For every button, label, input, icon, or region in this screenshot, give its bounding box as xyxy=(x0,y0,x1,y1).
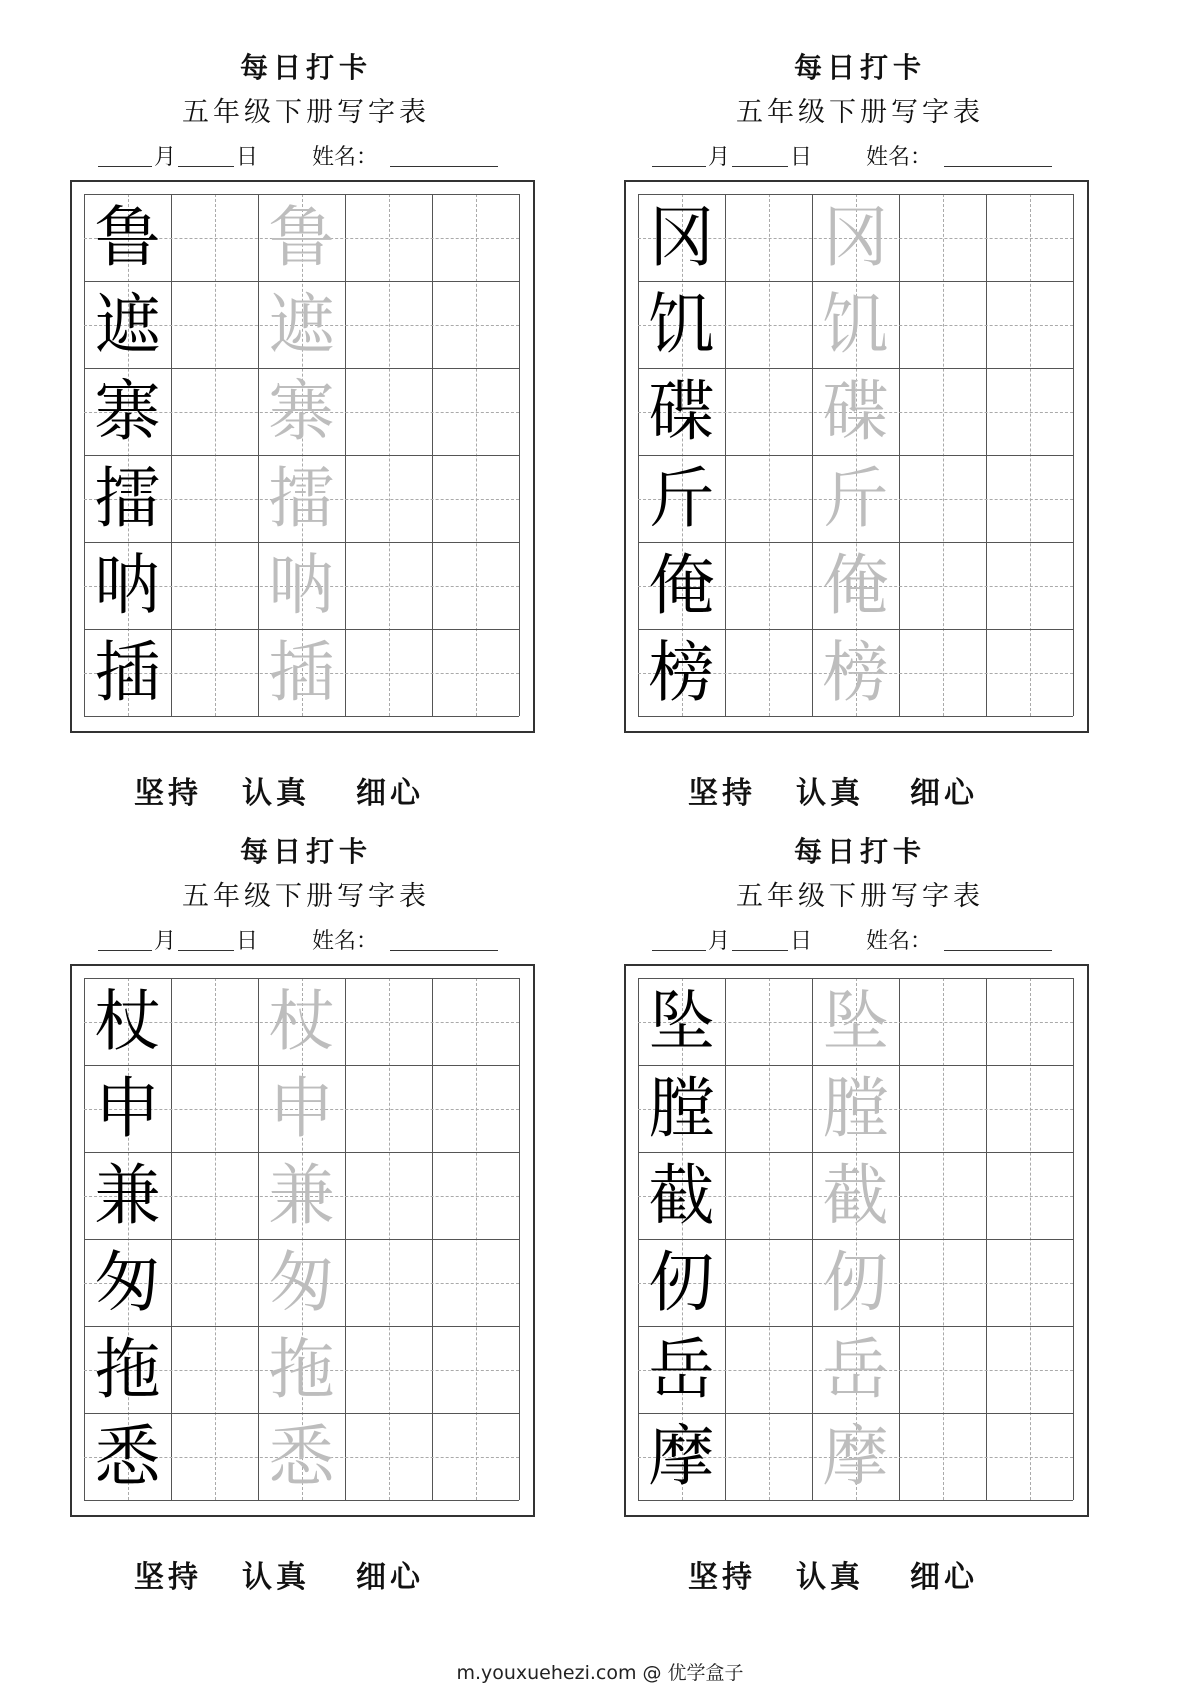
date-name-line xyxy=(652,924,1092,954)
motto-word: 坚持 xyxy=(688,1560,756,1595)
model-character: 斤 xyxy=(648,460,715,537)
model-character: 杖 xyxy=(94,983,161,1060)
day-label: 日 xyxy=(236,145,259,170)
writing-grid xyxy=(84,194,519,716)
tracing-character: 榜 xyxy=(822,634,889,711)
motto-line xyxy=(620,768,1100,811)
model-character: 仞 xyxy=(648,1244,715,1321)
day-blank[interactable] xyxy=(732,926,788,951)
model-character: 寨 xyxy=(94,373,161,450)
practice-card xyxy=(66,46,546,826)
date-name-line xyxy=(98,924,538,954)
writing-grid xyxy=(638,978,1073,1500)
grid-line xyxy=(519,978,520,1500)
tracing-character: 岳 xyxy=(822,1331,889,1408)
model-character: 膛 xyxy=(648,1070,715,1147)
practice-card xyxy=(620,830,1100,1610)
tracing-character: 饥 xyxy=(822,286,889,363)
model-character: 擂 xyxy=(94,460,161,537)
grid-line xyxy=(84,1500,519,1501)
model-character: 摩 xyxy=(648,1418,715,1495)
card-subtitle: 五年级下册写字表 xyxy=(182,97,430,128)
grid-line xyxy=(519,194,520,716)
motto-word: 细心 xyxy=(910,1560,978,1595)
site-footer: m.youxuehezi.com @ 优学盒子 xyxy=(456,1662,744,1684)
tracing-character: 斤 xyxy=(822,460,889,537)
model-character: 插 xyxy=(94,634,161,711)
model-character: 截 xyxy=(648,1157,715,1234)
grid-line xyxy=(1073,978,1074,1500)
motto-word: 细心 xyxy=(910,776,978,811)
tracing-character: 遮 xyxy=(268,286,335,363)
day-label: 日 xyxy=(236,929,259,954)
month-blank[interactable] xyxy=(652,142,706,167)
tracing-character: 呐 xyxy=(268,547,335,624)
model-character: 冈 xyxy=(648,199,715,276)
model-character: 坠 xyxy=(648,983,715,1060)
motto-word: 细心 xyxy=(356,776,424,811)
month-label: 月 xyxy=(154,145,177,170)
motto-word: 坚持 xyxy=(134,776,202,811)
month-blank[interactable] xyxy=(98,926,152,951)
tracing-character: 插 xyxy=(268,634,335,711)
writing-grid xyxy=(638,194,1073,716)
name-blank[interactable] xyxy=(944,142,1052,167)
model-character: 鲁 xyxy=(94,199,161,276)
name-blank[interactable] xyxy=(390,142,498,167)
tracing-character: 兼 xyxy=(268,1157,335,1234)
tracing-character: 坠 xyxy=(822,983,889,1060)
card-subtitle: 五年级下册写字表 xyxy=(182,881,430,912)
practice-card xyxy=(620,46,1100,826)
model-character: 匆 xyxy=(94,1244,161,1321)
motto-word: 坚持 xyxy=(688,776,756,811)
motto-word: 认真 xyxy=(242,1560,310,1595)
name-label: 姓名： xyxy=(866,145,933,170)
motto-line xyxy=(620,1552,1100,1595)
practice-card xyxy=(66,830,546,1610)
card-subtitle: 五年级下册写字表 xyxy=(736,881,984,912)
writing-grid xyxy=(84,978,519,1500)
tracing-character: 摩 xyxy=(822,1418,889,1495)
writing-grid-frame xyxy=(624,180,1089,733)
tracing-character: 截 xyxy=(822,1157,889,1234)
model-character: 拖 xyxy=(94,1331,161,1408)
month-label: 月 xyxy=(708,145,731,170)
model-character: 兼 xyxy=(94,1157,161,1234)
name-label: 姓名： xyxy=(866,929,933,954)
date-name-line xyxy=(98,140,538,170)
tracing-character: 鲁 xyxy=(268,199,335,276)
model-character: 岳 xyxy=(648,1331,715,1408)
model-character: 碟 xyxy=(648,373,715,450)
model-character: 遮 xyxy=(94,286,161,363)
motto-line xyxy=(66,768,546,811)
month-blank[interactable] xyxy=(98,142,152,167)
model-character: 呐 xyxy=(94,547,161,624)
month-blank[interactable] xyxy=(652,926,706,951)
motto-word: 认真 xyxy=(242,776,310,811)
grid-line xyxy=(84,716,519,717)
tracing-character: 俺 xyxy=(822,547,889,624)
card-title: 每日打卡 xyxy=(793,51,926,84)
day-blank[interactable] xyxy=(178,142,234,167)
motto-word: 坚持 xyxy=(134,1560,202,1595)
tracing-character: 申 xyxy=(268,1070,335,1147)
model-character: 悉 xyxy=(94,1418,161,1495)
card-subtitle: 五年级下册写字表 xyxy=(736,97,984,128)
day-label: 日 xyxy=(790,929,813,954)
day-blank[interactable] xyxy=(178,926,234,951)
motto-line xyxy=(66,1552,546,1595)
day-blank[interactable] xyxy=(732,142,788,167)
tracing-character: 拖 xyxy=(268,1331,335,1408)
motto-word: 认真 xyxy=(796,1560,864,1595)
tracing-character: 悉 xyxy=(268,1418,335,1495)
model-character: 榜 xyxy=(648,634,715,711)
name-blank[interactable] xyxy=(944,926,1052,951)
tracing-character: 仞 xyxy=(822,1244,889,1321)
grid-line xyxy=(638,716,1073,717)
tracing-character: 擂 xyxy=(268,460,335,537)
grid-line xyxy=(1073,194,1074,716)
card-title: 每日打卡 xyxy=(239,835,372,868)
grid-line xyxy=(638,1500,1073,1501)
model-character: 申 xyxy=(94,1070,161,1147)
month-label: 月 xyxy=(708,929,731,954)
tracing-character: 寨 xyxy=(268,373,335,450)
writing-grid-frame xyxy=(624,964,1089,1517)
name-label: 姓名： xyxy=(312,929,379,954)
card-title: 每日打卡 xyxy=(793,835,926,868)
writing-grid-frame xyxy=(70,180,535,733)
day-label: 日 xyxy=(790,145,813,170)
motto-word: 细心 xyxy=(356,1560,424,1595)
tracing-character: 匆 xyxy=(268,1244,335,1321)
model-character: 俺 xyxy=(648,547,715,624)
tracing-character: 膛 xyxy=(822,1070,889,1147)
month-label: 月 xyxy=(154,929,177,954)
card-title: 每日打卡 xyxy=(239,51,372,84)
tracing-character: 杖 xyxy=(268,983,335,1060)
name-blank[interactable] xyxy=(390,926,498,951)
date-name-line xyxy=(652,140,1092,170)
name-label: 姓名： xyxy=(312,145,379,170)
writing-grid-frame xyxy=(70,964,535,1517)
motto-word: 认真 xyxy=(796,776,864,811)
model-character: 饥 xyxy=(648,286,715,363)
tracing-character: 冈 xyxy=(822,199,889,276)
tracing-character: 碟 xyxy=(822,373,889,450)
